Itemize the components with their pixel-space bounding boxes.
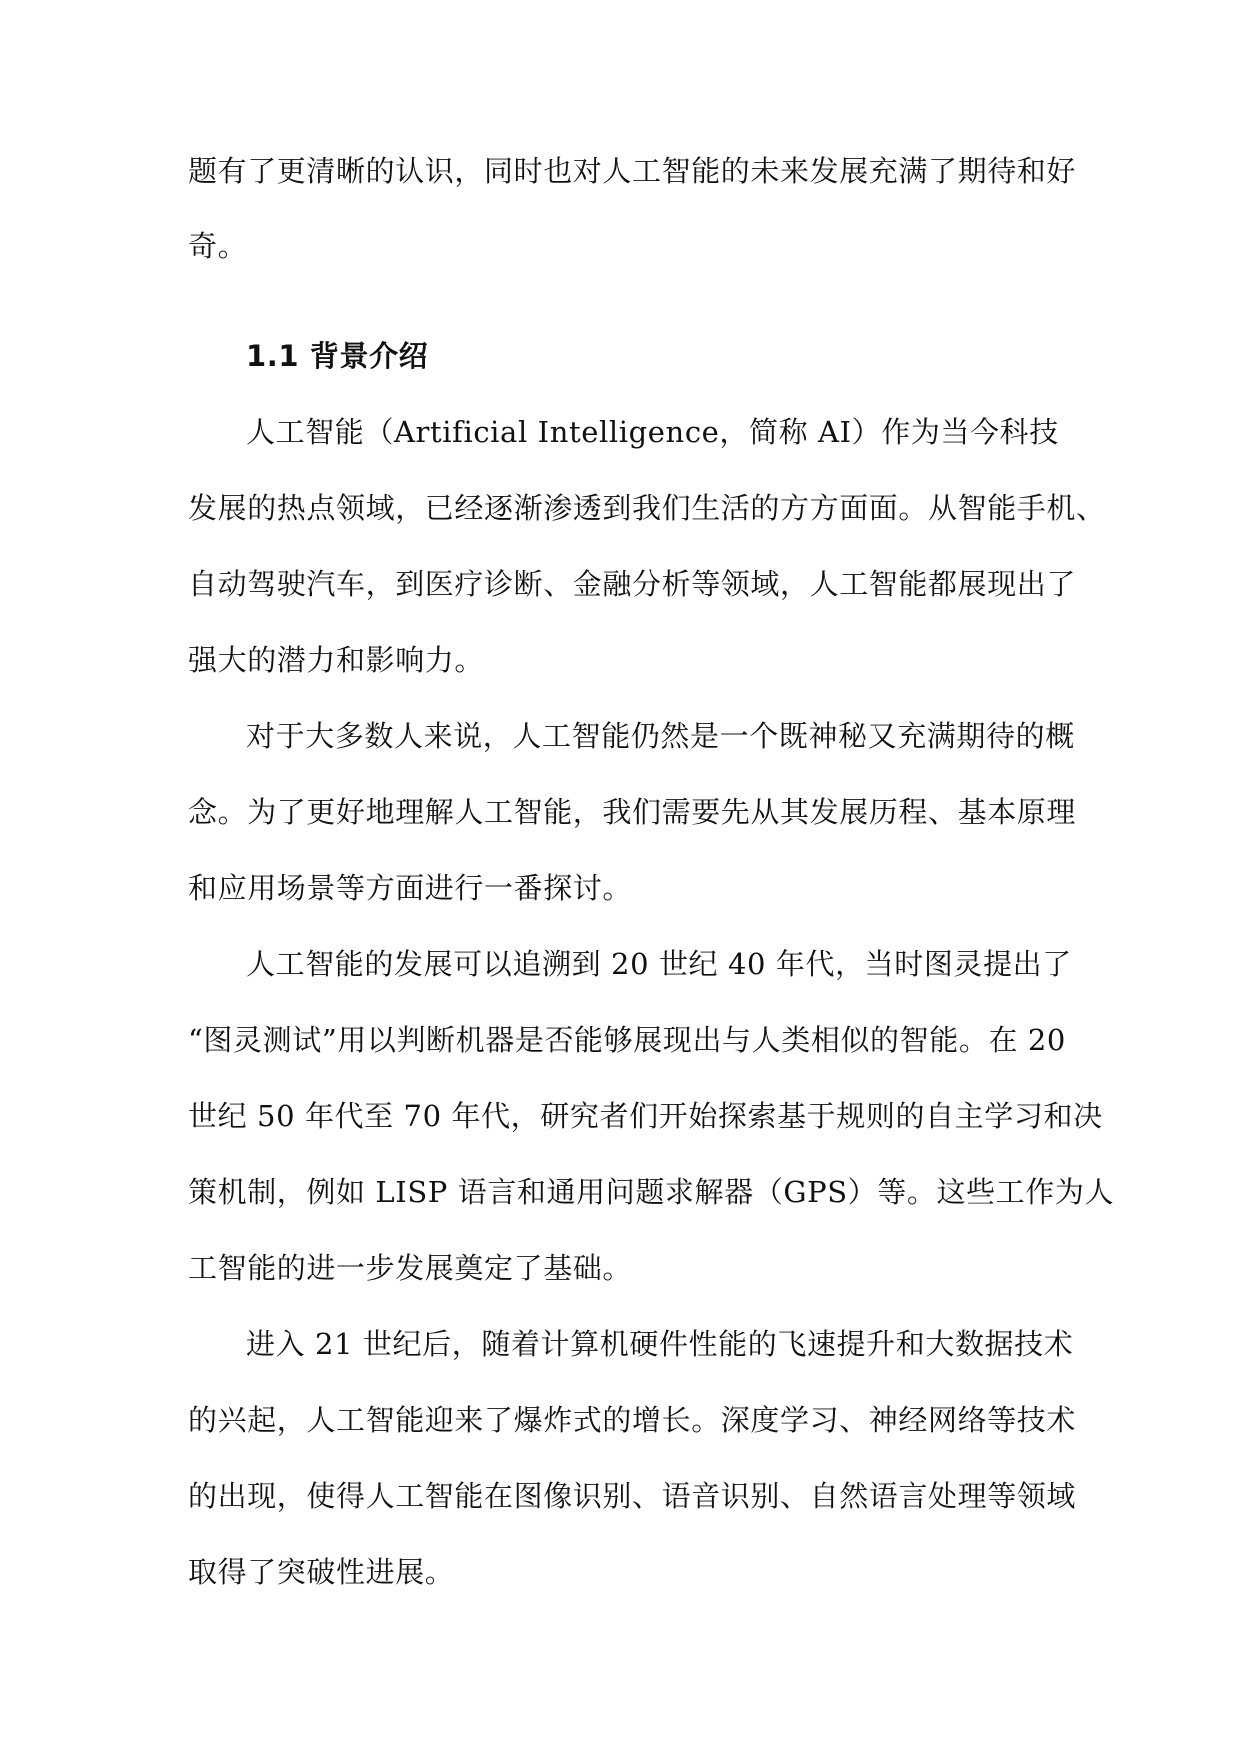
paragraph-2-line-1: 对于大多数人来说，人工智能仍然是一个既神秘又充满期待的概 <box>246 719 1075 753</box>
paragraph-3-line-5: 工智能的进一步发展奠定了基础。 <box>188 1251 633 1285</box>
paragraph-3-line-2: “图灵测试”用以判断机器是否能够展现出与人类相似的智能。在 20 <box>188 1023 1066 1057</box>
paragraph-3-line-1: 人工智能的发展可以追溯到 20 世纪 40 年代，当时图灵提出了 <box>246 947 1072 981</box>
paragraph-4-line-3: 的出现，使得人工智能在图像识别、语音识别、自然语言处理等领域 <box>188 1479 1077 1513</box>
paragraph-4-line-1: 进入 21 世纪后，随着计算机硬件性能的飞速提升和大数据技术 <box>246 1327 1074 1361</box>
paragraph-1-line-3: 自动驾驶汽车，到医疗诊断、金融分析等领域，人工智能都展现出了 <box>188 567 1077 601</box>
paragraph-2-line-2: 念。为了更好地理解人工智能，我们需要先从其发展历程、基本原理 <box>188 795 1077 829</box>
paragraph-4-line-4: 取得了突破性进展。 <box>188 1555 455 1589</box>
paragraph-intro-line-2: 奇。 <box>188 229 248 263</box>
section-heading: 1.1 背景介绍 <box>246 339 429 373</box>
paragraph-2-line-3: 和应用场景等方面进行一番探讨。 <box>188 871 633 905</box>
paragraph-1-line-4: 强大的潜力和影响力。 <box>188 643 485 677</box>
paragraph-4-line-2: 的兴起，人工智能迎来了爆炸式的增长。深度学习、神经网络等技术 <box>188 1403 1077 1437</box>
paragraph-intro-line-1: 题有了更清晰的认识，同时也对人工智能的未来发展充满了期待和好 <box>188 154 1077 188</box>
paragraph-1-line-1: 人工智能（Artificial Intelligence，简称 AI）作为当今科技 <box>246 415 1059 449</box>
paragraph-3-line-4: 策机制，例如 LISP 语言和通用问题求解器（GPS）等。这些工作为人 <box>188 1175 1115 1209</box>
paragraph-3-line-3: 世纪 50 年代至 70 年代，研究者们开始探索基于规则的自主学习和决 <box>188 1099 1103 1133</box>
paragraph-1-line-2: 发展的热点领域，已经逐渐渗透到我们生活的方方面面。从智能手机、 <box>188 491 1106 525</box>
